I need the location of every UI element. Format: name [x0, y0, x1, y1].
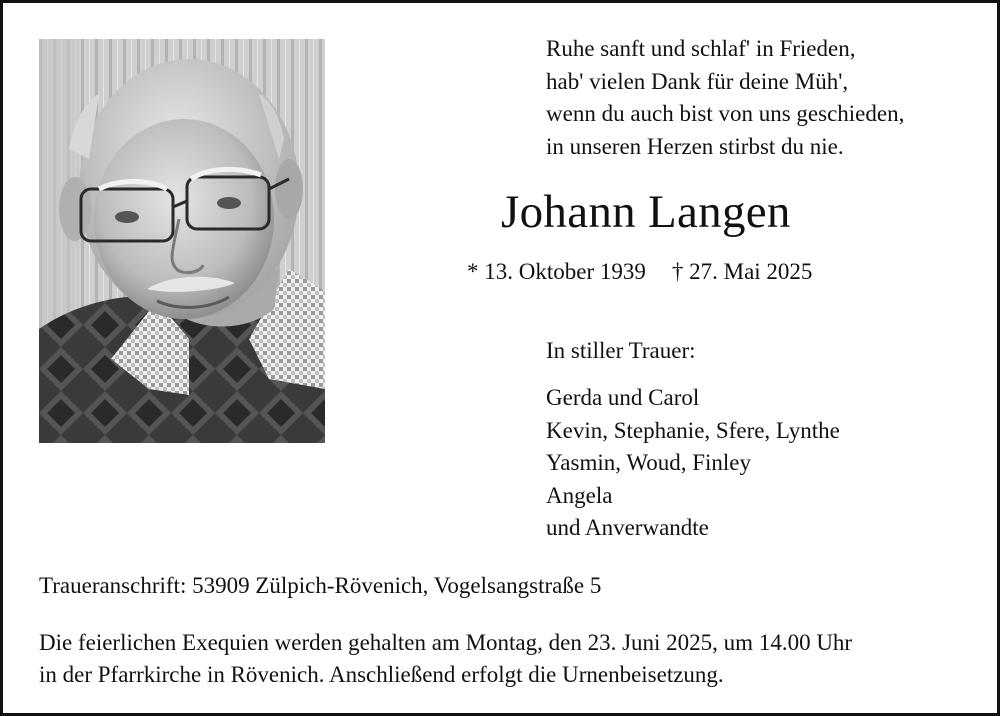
mourning-label: In stiller Trauer: — [546, 338, 696, 363]
service-line: in der Pfarrkirche in Rövenich. Anschließend erfolgt die Urnenbeisetzung. — [39, 662, 724, 687]
mourner-line: Kevin, Stephanie, Sfere, Lynthe — [546, 417, 840, 443]
mourner-line: Gerda und Carol — [546, 385, 700, 410]
mourning-address: Traueranschrift: 53909 Zülpich-Rövenich, Vogelsangstraße 5 — [39, 573, 602, 598]
funeral-service-info — [39, 627, 979, 691]
service-line: Die feierlichen Exequien werden gehalten am Montag, den 23. Juni 2025, um 14.00 Uhr — [39, 630, 853, 655]
life-dates — [467, 257, 812, 287]
deceased-name: Johann Langen — [501, 186, 791, 238]
portrait-photo — [39, 39, 325, 443]
poem-line: hab' vielen Dank für deine Müh', — [546, 68, 849, 94]
poem-line: wenn du auch bist von uns geschieden, — [546, 101, 905, 126]
mourner-line: und Anverwandte — [546, 515, 709, 540]
portrait-illustration — [39, 39, 325, 443]
poem-line: in unseren Herzen stirbst du nie. — [546, 133, 844, 159]
mourner-line: Yasmin, Woud, Finley — [546, 450, 751, 475]
poem-line: Ruhe sanft und schlaf' in Frieden, — [546, 36, 856, 61]
mourner-line: Angela — [546, 482, 613, 508]
death-date: † 27. Mai 2025 — [671, 259, 813, 284]
mourners-list — [546, 382, 840, 545]
memorial-poem — [546, 33, 986, 163]
birth-date: * 13. Oktober 1939 — [467, 259, 646, 284]
